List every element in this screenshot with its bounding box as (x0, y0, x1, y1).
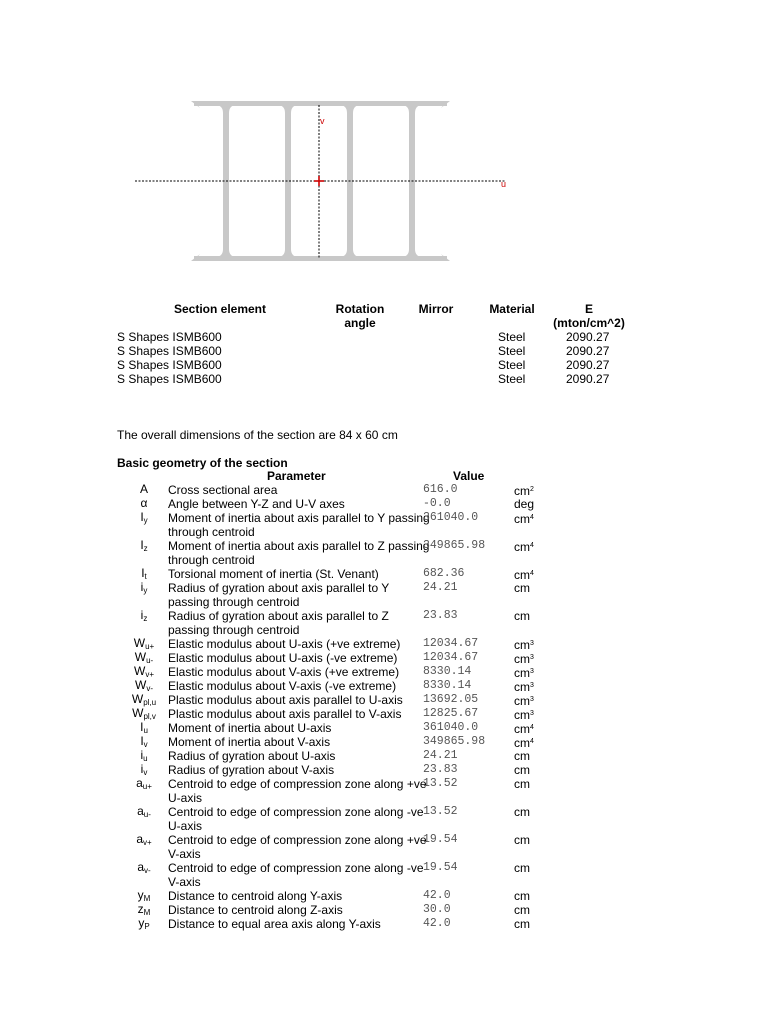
symbol-subscript: u+ (142, 782, 152, 791)
centroid-marker (314, 176, 324, 186)
parameter-unit: cm (514, 805, 530, 819)
parameter-unit: cm (514, 833, 530, 847)
parameter-value: 23.83 (423, 763, 458, 776)
parameter-description: Radius of gyration about axis parallel to Y passing through centroid (168, 581, 390, 609)
parameter-value: 42.0 (423, 889, 451, 902)
section-diagram (0, 0, 768, 280)
parameter-value: 24.21 (423, 581, 458, 594)
parameter-unit: cm (514, 917, 530, 931)
parameter-description: Elastic modulus about U-axis (+ve extreme) (168, 637, 401, 651)
parameter-description: Moment of inertia about axis parallel to Z passing through centroid (168, 539, 430, 567)
header-rotation-angle: Rotation angle (335, 302, 385, 330)
element-e: 2090.27 (566, 330, 610, 344)
parameter-symbol: A (139, 482, 148, 496)
element-material: Steel (498, 372, 526, 386)
v-axis-label: v (320, 116, 325, 126)
parameter-description: Moment of inertia about V-axis (168, 735, 331, 749)
parameter-symbol: $I_v$ (140, 734, 148, 749)
parameter-unit: $cm^4$ (514, 540, 534, 554)
parameter-description: Elastic modulus about V-axis (+ve extreme) (168, 665, 400, 679)
unit-exponent: 4 (530, 738, 534, 745)
parameter-symbol: $W_{v-}$ (135, 678, 153, 693)
parameter-value: 8330.14 (423, 665, 472, 678)
unit-exponent: 3 (530, 640, 534, 647)
symbol-subscript: u- (143, 810, 151, 819)
parameter-unit: cm (514, 861, 530, 875)
parameter-value: 682.36 (423, 567, 465, 580)
parameter-symbol: $I_y$ (140, 510, 148, 525)
symbol-subscript: v- (146, 684, 153, 693)
parameter-unit: $cm^3$ (514, 638, 534, 652)
parameter-description: Elastic modulus about V-axis (-ve extreme) (168, 679, 397, 693)
parameter-value: 12034.67 (423, 637, 479, 650)
unit-exponent: 3 (530, 710, 534, 717)
parameter-description: Cross sectional area (168, 483, 278, 497)
parameter-symbol: $y_P$ (138, 916, 150, 931)
symbol-subscript: pl,u (143, 698, 157, 707)
parameter-value: 12034.67 (423, 651, 479, 664)
parameter-unit: $cm^2$ (514, 484, 534, 498)
element-name: S Shapes ISMB600 (117, 330, 222, 344)
parameter-unit: cm (514, 609, 530, 623)
parameter-symbol: $i_z$ (140, 608, 148, 623)
parameter-unit: cm (514, 581, 530, 595)
parameter-value: 349865.98 (423, 735, 486, 748)
symbol-subscript: u (143, 726, 148, 735)
element-material: Steel (498, 344, 526, 358)
element-e: 2090.27 (566, 344, 610, 358)
parameter-description: Elastic modulus about U-axis (-ve extreme) (168, 651, 398, 665)
symbol-subscript: z (143, 614, 148, 623)
parameter-symbol: $y_M$ (137, 888, 151, 903)
header-mirror: Mirror (418, 302, 454, 316)
parameter-unit: $cm^4$ (514, 736, 534, 750)
symbol-subscript: u+ (145, 642, 155, 651)
parameter-unit: $cm^3$ (514, 694, 534, 708)
element-material: Steel (498, 358, 526, 372)
element-e: 2090.27 (566, 372, 610, 386)
symbol-subscript: u (143, 754, 148, 763)
parameter-unit: $cm^3$ (514, 666, 534, 680)
parameter-unit: $cm^3$ (514, 680, 534, 694)
parameter-value: 42.0 (423, 917, 451, 930)
parameter-symbol: $i_v$ (140, 762, 148, 777)
symbol-subscript: z (143, 544, 148, 553)
parameter-symbol: α (140, 496, 148, 510)
parameter-value: 616.0 (423, 483, 458, 496)
parameter-unit: cm (514, 777, 530, 791)
parameter-unit: $cm^4$ (514, 512, 534, 526)
parameter-symbol: $W_{u-}$ (134, 650, 154, 665)
parameter-unit: $cm^3$ (514, 652, 534, 666)
parameter-symbol: $I_u$ (140, 720, 148, 735)
parameter-description: Radius of gyration about axis parallel to Z passing through centroid (168, 609, 389, 637)
unit-exponent: 4 (530, 570, 534, 577)
symbol-subscript: t (144, 572, 147, 581)
parameter-description: Moment of inertia about axis parallel to Y passing through centroid (168, 511, 430, 539)
parameter-value: 13692.05 (423, 693, 479, 706)
parameter-unit: cm (514, 763, 530, 777)
parameter-value: 349865.98 (423, 539, 486, 552)
value-column-header: Value (453, 469, 485, 483)
unit-exponent: 3 (530, 654, 534, 661)
element-name: S Shapes ISMB600 (117, 358, 222, 372)
parameter-unit: $cm^4$ (514, 568, 534, 582)
parameter-description: Centroid to edge of compression zone along +ve U-axis (168, 777, 427, 805)
parameter-description: Distance to centroid along Z-axis (168, 903, 343, 917)
parameter-value: 24.21 (423, 749, 458, 762)
parameter-value: 19.54 (423, 833, 458, 846)
parameter-value: 361040.0 (423, 511, 479, 524)
parameter-description: Torsional moment of inertia (St. Venant) (168, 567, 379, 581)
parameter-symbol: $a_{u-}$ (137, 804, 151, 819)
parameter-symbol: $W_{u+}$ (133, 636, 155, 651)
symbol-subscript: y (143, 586, 148, 595)
unit-exponent: 3 (530, 682, 534, 689)
basic-geometry-title: Basic geometry of the section (117, 456, 288, 470)
parameter-symbol: $z_M$ (137, 902, 151, 917)
parameter-description: Centroid to edge of compression zone along +ve V-axis (168, 833, 427, 861)
symbol-subscript: M (143, 894, 151, 903)
element-name: S Shapes ISMB600 (117, 344, 222, 358)
parameter-value: 19.54 (423, 861, 458, 874)
parameter-symbol: $a_{v-}$ (137, 860, 151, 875)
parameter-symbol: $I_z$ (140, 538, 148, 553)
symbol-subscript: u- (146, 656, 154, 665)
parameter-symbol: $W_{v+}$ (134, 664, 154, 679)
parameter-unit: $cm^3$ (514, 708, 534, 722)
parameter-description: Moment of inertia about U-axis (168, 721, 332, 735)
parameter-value: 13.52 (423, 777, 458, 790)
parameter-description: Radius of gyration about V-axis (168, 763, 335, 777)
parameter-value: 12825.67 (423, 707, 479, 720)
symbol-subscript: v+ (143, 838, 152, 847)
element-material: Steel (498, 330, 526, 344)
parameter-description: Distance to equal area axis along Y-axis (168, 917, 381, 931)
symbol-subscript: v (143, 740, 148, 749)
unit-exponent: 2 (530, 486, 534, 493)
parameter-description: Plastic modulus about axis parallel to V-axis (168, 707, 402, 721)
section-element-row (117, 372, 637, 386)
parameter-column-header: Parameter (267, 469, 326, 483)
parameter-symbol: $a_{v+}$ (136, 832, 152, 847)
section-element-row (117, 344, 637, 358)
parameter-value: 13.52 (423, 805, 458, 818)
parameter-symbol: $i_u$ (140, 748, 148, 763)
parameter-description: Centroid to edge of compression zone along -ve V-axis (168, 861, 424, 889)
parameter-description: Angle between Y-Z and U-V axes (168, 497, 345, 511)
symbol-subscript: y (143, 516, 148, 525)
parameter-unit: deg (514, 497, 535, 511)
parameter-symbol: $I_t$ (141, 566, 147, 581)
parameter-unit: cm (514, 889, 530, 903)
unit-exponent: 4 (530, 514, 534, 521)
parameter-value: 361040.0 (423, 721, 479, 734)
section-element-row (117, 358, 637, 372)
unit-exponent: 3 (530, 668, 534, 675)
overall-dimensions-text: The overall dimensions of the section are 84 x 60 cm (117, 428, 398, 442)
symbol-subscript: pl,v (143, 712, 156, 721)
symbol-subscript: P (144, 922, 150, 931)
parameter-symbol: $a_{u+}$ (136, 776, 152, 791)
parameter-value: 30.0 (423, 903, 451, 916)
element-e: 2090.27 (566, 358, 610, 372)
section-element-row (117, 330, 637, 344)
symbol-subscript: v+ (145, 670, 154, 679)
parameter-value: 8330.14 (423, 679, 472, 692)
parameter-symbol: $i_y$ (140, 580, 148, 595)
parameter-unit: $cm^4$ (514, 722, 534, 736)
symbol-subscript: v- (144, 866, 151, 875)
parameter-value: 23.83 (423, 609, 458, 622)
unit-exponent: 4 (530, 542, 534, 549)
unit-exponent: 3 (530, 696, 534, 703)
symbol-subscript: M (143, 908, 151, 917)
parameter-symbol: $W_{pl,v}$ (132, 706, 156, 721)
parameter-description: Distance to centroid along Y-axis (168, 889, 343, 903)
u-axis-label: u (501, 179, 507, 189)
symbol-subscript: v (143, 768, 148, 777)
header-material: Material (489, 302, 535, 316)
parameter-description: Centroid to edge of compression zone along -ve U-axis (168, 805, 424, 833)
header-e: E (mton/cm^2) (553, 302, 625, 330)
element-name: S Shapes ISMB600 (117, 372, 222, 386)
parameter-symbol: $W_{pl,u}$ (131, 692, 157, 707)
parameter-unit: cm (514, 903, 530, 917)
parameter-value: -0.0 (423, 497, 451, 510)
parameter-description: Plastic modulus about axis parallel to U-axis (168, 693, 403, 707)
parameter-description: Radius of gyration about U-axis (168, 749, 336, 763)
parameter-unit: cm (514, 749, 530, 763)
unit-exponent: 4 (530, 724, 534, 731)
header-section-element: Section element (173, 302, 267, 316)
